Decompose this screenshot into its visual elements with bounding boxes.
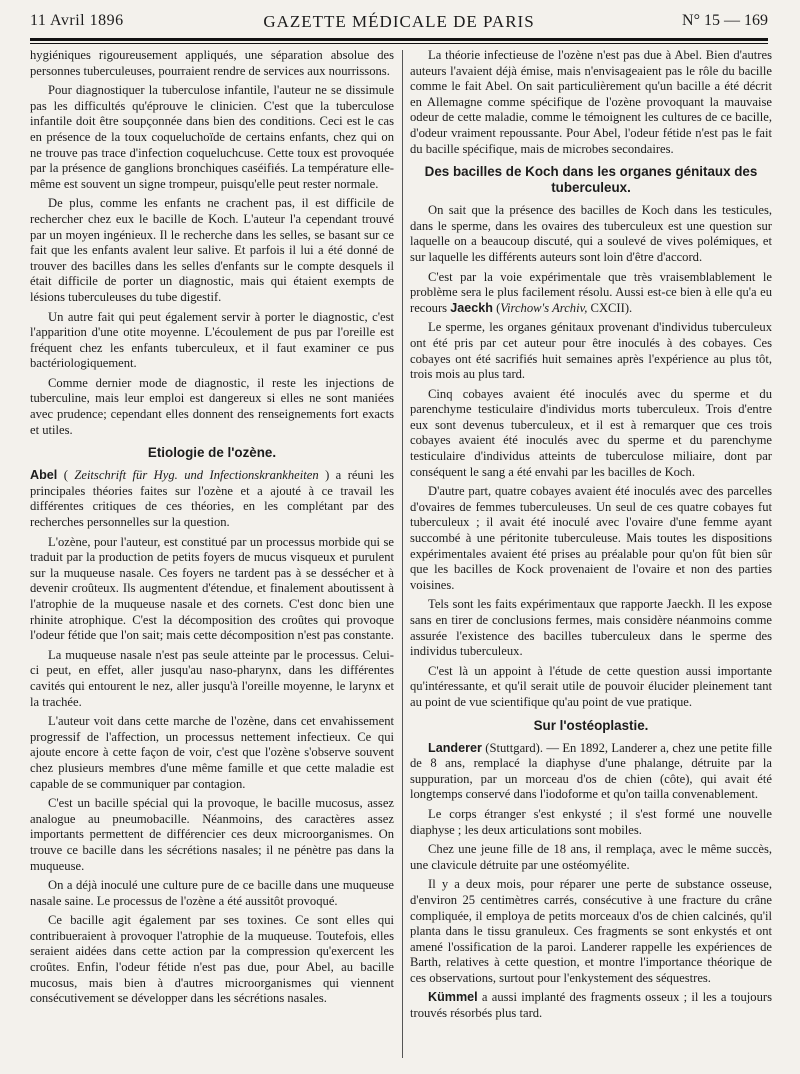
section-heading-ozene: Etiologie de l'ozène. — [147, 445, 277, 461]
paragraph: Comme dernier mode de diagnostic, il reste les injections de tuberculine, mais leur emploi est dangereux si elles ne sont maniées avec prudence; cependant elles donnent des renseignements fort exacts et utiles. — [30, 375, 394, 437]
author-name: Landerer — [428, 740, 482, 755]
paragraph: La théorie infectieuse de l'ozène n'est pas due à Abel. Bien d'autres auteurs l'avaient déjà émise, mais n'envisageaient pas le rôle du bacille comme le fait Abel. On sait particulièrement qu'un bacille a été décrit en Allemagne comme spécifique de l'ozène provoquant la mauvaise odeur de cette maladie, comme le témoignent les cultures de ce bacille, d'odeur vraiment repoussante. Pour Abel, l'odeur fétide n'est pas le fait du bacille spécifique, mais de microbes secondaires. — [410, 48, 772, 156]
section-heading-osteoplastie: Sur l'ostéoplastie. — [533, 717, 649, 733]
left-column — [30, 48, 394, 1060]
paragraph: Un autre fait qui peut également servir à porter le diagnostic, c'est l'apparition d'une otite moyenne. L'écoulement de pus par l'oreille est fréquent chez les enfants tuberculeux, et il faut examiner ce pus bactériologiquement. — [30, 309, 394, 371]
author-name: Abel — [30, 468, 58, 483]
paragraph: L'auteur voit dans cette marche de l'ozène, dans cet envahissement progressif de l'affection, un processus nettement infectieux. Ce qui ajoute encore à cette façon de voir, c'est que l'ozène s'observe souvent chez plusieurs membres d'une même famille et que cette maladie est capable de se communiquer par contagion. — [30, 714, 394, 791]
paragraph: Ce bacille agit également par ses toxines. Ce sont elles qui contribueraient à provoquer l'atrophie de la muqueuse. Toutefois, elles seraient aidées dans cette action par la compression qu'exercent les croûtes. Enfin, l'odeur fétide n'est pas due, pour Abel, au bacille mucosus, mais bien à d'autres microorganismes qui viennent consécutivement se développer dans les sécrétions nasales. — [30, 913, 394, 1006]
paragraph: Chez une jeune fille de 18 ans, il remplaça, avec le même succès, une clavicule détruite par une ostéomyélite. — [410, 842, 772, 872]
paragraph — [410, 990, 772, 1021]
paragraph: Tels sont les faits expérimentaux que rapporte Jaeckh. Il les expose sans en tirer de conclusions fermes, mais considère néanmoins comme assurée l'existence des bacilles tuberculeux dans le sperme des individus tuberculeux. — [410, 597, 772, 659]
paragraph: La muqueuse nasale n'est pas seule atteinte par le processus. Celui-ci peut, en effet, aller jusqu'au naso-pharynx, dans les différentes cavités qui entourent le nez, aller jusqu'à l'oreille moyenne, le larynx et la trachée. — [30, 647, 394, 709]
paragraph: C'est un bacille spécial qui la provoque, le bacille mucosus, assez analogue au pneumobacille. Néanmoins, des caractères assez importants permettent de différencier ces deux microorganismes. On trouve ce bacille dans les sécrétions nasales; il ne pénètre pas dans la muqueuse. — [30, 796, 394, 873]
paragraph: De plus, comme les enfants ne crachent pas, il est difficile de rechercher chez eux le bacille de Koch. L'auteur l'a cependant trouvé par un moyen ingénieux. Il le recherche dans les selles, se basant sur ce fait que les enfants avalent leur salive. Et parfois il lui a été donné de trouver des bacilles dans les selles d'enfants sur le compte desquels il était difficile de porter un diagnostic, mais qui étaient exempts de lésions tuberculeuses du tube digestif. — [30, 196, 394, 304]
page-header — [30, 10, 768, 36]
paragraph-text: ) a réuni les principales théories faites sur l'ozène et a ajouté à ce travail les différentes critiques de ces théories, en les complétant par des recherches personnelles sur la question. — [30, 468, 394, 530]
header-date: 11 Avril 1896 — [30, 12, 124, 29]
author-name: Kümmel — [428, 990, 478, 1005]
paragraph: On sait que la présence des bacilles de Koch dans les testicules, dans le sperme, dans les ovaires des tuberculeux est une question sur laquelle on a beaucoup discuté, qui a soulevé de vives polémiques, et sur laquelle les différents auteurs sont loin d'être d'accord. — [410, 203, 772, 264]
paragraph-text: a aussi implanté des fragments osseux ; il les a toujours trouvés résorbés plus tard. — [410, 990, 772, 1021]
paragraph: C'est là un appoint à l'étude de cette question aussi importante qu'intéressante, et qu'il serait utile de pouvoir élucider pleinement tant au point de vue scientifique qu'au point de vue pratique. — [410, 663, 772, 709]
paragraph — [30, 468, 394, 530]
paragraph: hygiéniques rigoureusement appliqués, une séparation absolue des personnes tuberculeuses, pourraient rendre de services aux nourrissons. — [30, 48, 394, 78]
paragraph: Le sperme, les organes génitaux provenant d'individus tuberculeux ont été pris par cet auteur pour être inoculés à des cobayes. Ces cobayes ont été sacrifiés huit semaines après l'expérience au plus tôt, trois mois au plus tard. — [410, 320, 772, 382]
paragraph: Le corps étranger s'est enkysté ; il s'est formé une nouvelle diaphyse ; les deux articulations sont mobiles. — [410, 806, 772, 837]
paragraph — [410, 741, 772, 803]
paragraph: Cinq cobayes avaient été inoculés avec du sperme et du parenchyme testiculaire d'individus morts tuberculeux. Trois d'entre eux sont devenus tuberculeux, et il est à remarquer que ces trois cobayes avaient été inoculés avec du sperme et du parenchyme testiculaire d'individus atteints de tuberculose miliaire, dont par conséquent le sang a été envahi par les bacilles de Koch. — [410, 386, 772, 479]
paragraph: Il y a deux mois, pour réparer une perte de substance osseuse, d'environ 25 centimètres carrés, consécutive à une fracture du crâne compliquée, il employa de petits morceaux d'os de chien calcinés, qu'il planta dans le tissu granuleux. Ces fragments se sont enkystés et ont amené l'ossification de la paroi. Landerer rappelle les expériences de Barth, relatives à cette question, et montre l'importance théorique de ces observations, surtout pour l'enkystement des séquestres. — [410, 877, 772, 985]
right-column — [410, 48, 772, 1060]
paragraph — [410, 270, 772, 317]
paragraph: On a déjà inoculé une culture pure de ce bacille dans une muqueuse nasale saine. Le processus de l'ozène a été aussitôt provoqué. — [30, 878, 394, 908]
paragraph-text: (Stuttgard). — En 1892, Landerer a, chez une petite fille de 8 ans, remplacé la diaphyse d'une phalange, détruite par la suppuration, par un morceau d'os de chien (côte), qui avait été longtemps conservé dans l'iodoforme et qu'on tailla convenablement. — [410, 740, 772, 802]
paragraph-text: C'est par la voie expérimentale que très vraisemblablement le problème sera le plus facilement résolu. Aussi est-ce bien à elle qu'a eu recours — [410, 269, 772, 315]
author-name: Jaeckh — [450, 300, 493, 315]
header-rule-thin — [30, 43, 768, 44]
journal-citation: Zeitschrift für Hyg. und Infectionskrankheiten — [74, 468, 319, 483]
paragraph: D'autre part, quatre cobayes avaient été inoculés avec des parcelles d'ovaires de femmes tuberculeuses. Un seul de ces quatre cobayes fut tuberculeux ; il avait été inoculé avec l'ovaire d'une femme ayant succombé à une péritonite tuberculeuse. Mais toutes les dispositions expérimentales avaient été prises au préalable pour qu'on fût bien sûr que les bacilles de Kock provenaient de l'ovaire et non des parties voisines. — [410, 484, 772, 592]
paragraph: L'ozène, pour l'auteur, est constitué par un processus morbide qui se traduit par la production de petits foyers de mucus visqueux et purulent sur la muqueuse nasale. Ces foyers ne tardent pas à se dessécher et à devenir croûteux. Ils augmentent d'étendue, et finalement aboutissent à l'atrophie de la muqueuse nasale et des cornets. C'est donc bien une rhinite atrophique. C'est la décomposition des croûtes qui provoque l'odeur fétide que l'on sait; mais cette décomposition n'est pas constante. — [30, 534, 394, 643]
journal-title: GAZETTE MÉDICALE DE PARIS — [263, 12, 535, 31]
paren-open: ( — [492, 300, 501, 315]
section-heading-koch: Des bacilles de Koch dans les organes génitaux des tuberculeux. — [424, 164, 758, 196]
column-divider — [402, 50, 403, 1058]
paragraph: Pour diagnostiquer la tuberculose infantile, l'auteur ne se dissimule pas les difficultés qu'éprouve le clinicien. C'est que la tuberculose infantile doit être soupçonnée dans bien des conditions. Ceci est le cas en présence de la toux coqueluchoïde de certains enfants, chez qui on ne trouve pas trace d'infection coqueluchcuse. Cette toux est provoquée par la présence de ganglions bronchiques caséifiés. La température elle-même est souvent un signe trompeur, puisqu'elle peut rester normale. — [30, 83, 394, 191]
paren-close: CXCII). — [587, 300, 633, 315]
header-rule-thick — [30, 38, 768, 41]
journal-citation: Virchow's Archiv, — [500, 300, 588, 315]
paren-open: ( — [57, 468, 75, 483]
issue-number: N° 15 — 169 — [682, 12, 768, 29]
